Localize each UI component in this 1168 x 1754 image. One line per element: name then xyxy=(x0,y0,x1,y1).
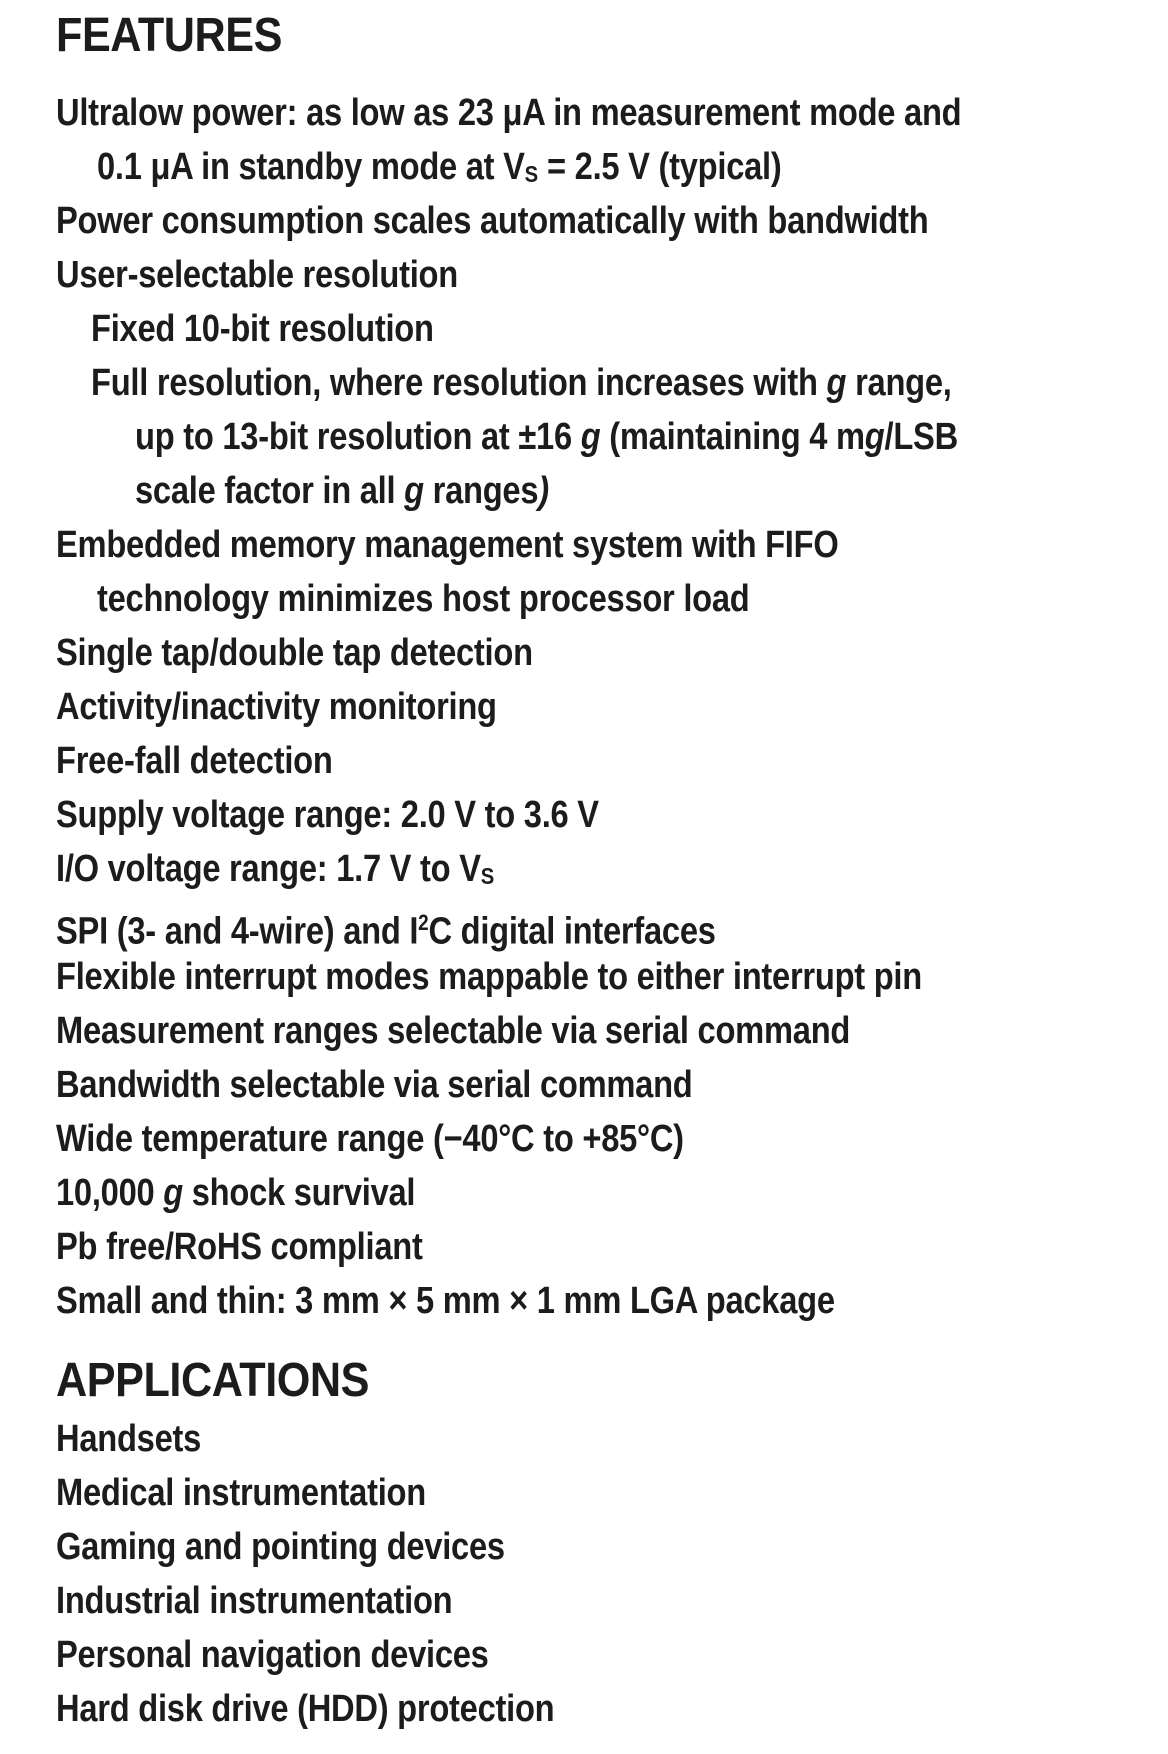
text: shock survival xyxy=(182,1172,416,1214)
g-unit: g xyxy=(580,416,601,458)
application-item: Personal navigation devices xyxy=(56,1634,489,1676)
text: 10,000 xyxy=(56,1172,164,1214)
feature-interfaces xyxy=(56,904,716,951)
g-unit: g xyxy=(826,362,847,404)
text: up to 13-bit resolution at ±16 xyxy=(135,416,581,458)
feature-free-fall: Free-fall detection xyxy=(56,740,333,782)
feature-io-voltage xyxy=(56,850,494,895)
g-unit: g xyxy=(163,1172,183,1214)
feature-ultralow-power-line2 xyxy=(97,148,781,193)
feature-power-scaling: Power consumption scales automatically with bandwidth xyxy=(56,200,929,242)
feature-user-resolution: User-selectable resolution xyxy=(56,254,458,296)
text: range, xyxy=(846,362,952,404)
text: scale factor in all xyxy=(135,470,405,512)
text: C digital interfaces xyxy=(428,910,716,953)
text: SPI (3- and 4-wire) and I xyxy=(56,910,419,953)
feature-ultralow-power-line1: Ultralow power: as low as 23 μA in measurement mode and xyxy=(56,92,962,134)
application-item: Handsets xyxy=(56,1418,202,1460)
g-unit: g xyxy=(864,416,885,458)
application-item: Hard disk drive (HDD) protection xyxy=(56,1688,555,1730)
feature-full-resolution-line1 xyxy=(91,364,952,402)
application-item: Gaming and pointing devices xyxy=(56,1526,505,1568)
feature-tap-detection: Single tap/double tap detection xyxy=(56,632,533,674)
feature-supply-voltage: Supply voltage range: 2.0 V to 3.6 V xyxy=(56,794,599,836)
feature-fixed-resolution: Fixed 10-bit resolution xyxy=(91,308,434,350)
features-heading: FEATURES xyxy=(56,9,283,62)
feature-temperature: Wide temperature range (−40°C to +85°C) xyxy=(56,1118,684,1160)
feature-rohs: Pb free/RoHS compliant xyxy=(56,1226,423,1268)
feature-embedded-memory-line2: technology minimizes host processor load xyxy=(97,578,750,620)
feature-package: Small and thin: 3 mm × 5 mm × 1 mm LGA package xyxy=(56,1280,835,1322)
text: (maintaining 4 m xyxy=(600,416,865,458)
subscript-s: S xyxy=(480,862,495,889)
superscript-2: 2 xyxy=(418,910,429,935)
feature-measurement-ranges: Measurement ranges selectable via serial command xyxy=(56,1010,851,1052)
feature-activity-monitoring: Activity/inactivity monitoring xyxy=(56,686,497,728)
text: ) xyxy=(538,470,549,512)
text: /LSB xyxy=(884,416,958,458)
text: ranges xyxy=(423,470,539,512)
feature-bandwidth: Bandwidth selectable via serial command xyxy=(56,1064,693,1106)
text: I/O voltage range: 1.7 V to V xyxy=(56,848,481,890)
feature-interrupts: Flexible interrupt modes mappable to either interrupt pin xyxy=(56,956,922,998)
g-unit: g xyxy=(404,470,424,512)
application-item: Medical instrumentation xyxy=(56,1472,426,1514)
text: 0.1 μA in standby mode at V xyxy=(97,146,525,188)
text: = 2.5 V (typical) xyxy=(538,146,782,188)
applications-heading: APPLICATIONS xyxy=(56,1354,370,1407)
text: Full resolution, where resolution increases with xyxy=(91,362,827,404)
feature-full-resolution-line3 xyxy=(135,472,549,510)
feature-shock xyxy=(56,1174,415,1212)
feature-embedded-memory-line1: Embedded memory management system with FIFO xyxy=(56,524,839,566)
application-item: Industrial instrumentation xyxy=(56,1580,453,1622)
subscript-s: S xyxy=(524,160,539,187)
feature-full-resolution-line2 xyxy=(135,418,958,456)
